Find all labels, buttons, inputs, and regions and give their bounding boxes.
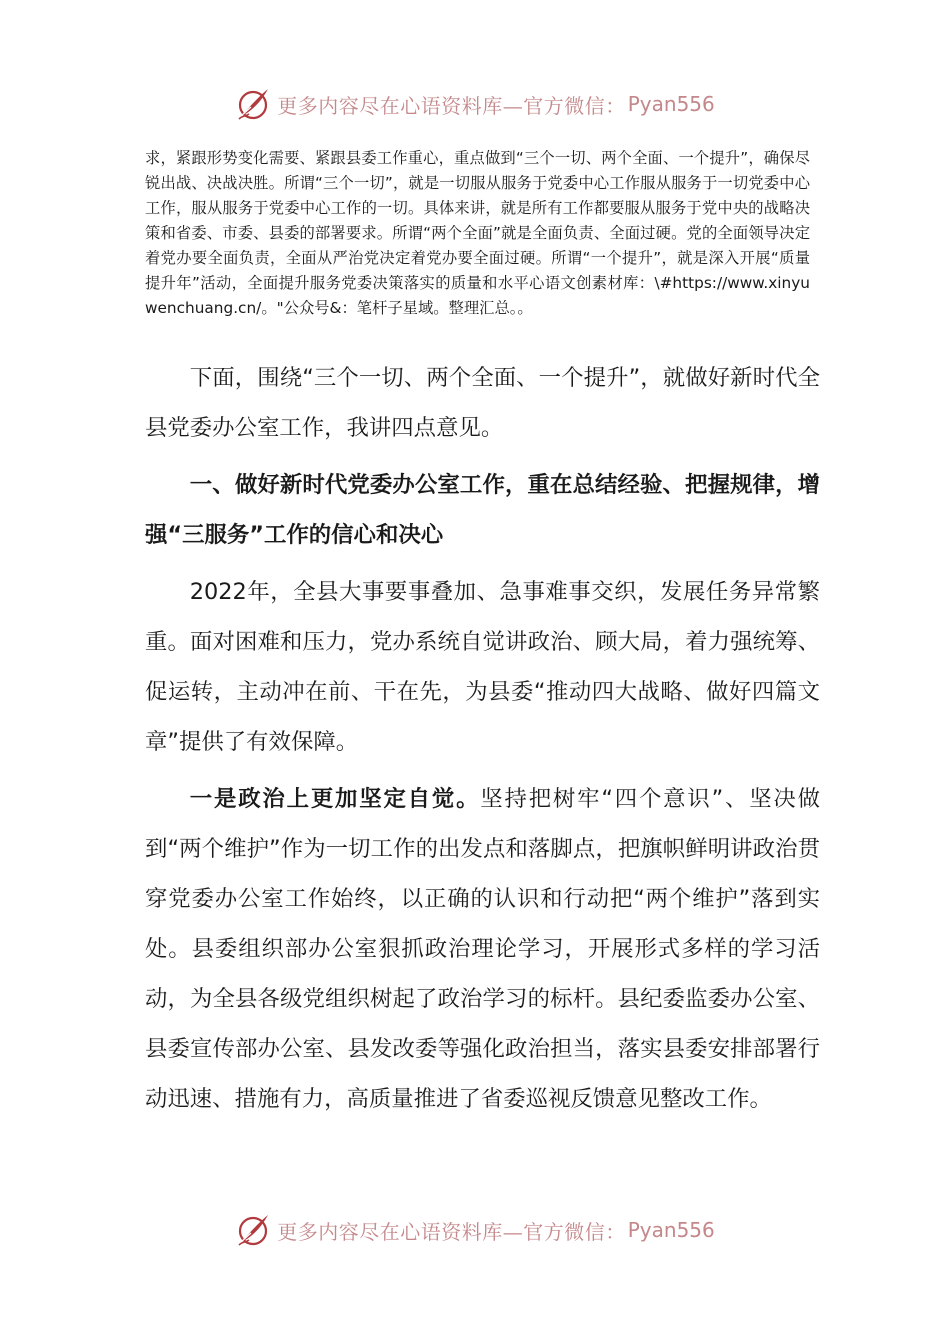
quill-logo-icon xyxy=(235,86,271,122)
banner-text: 更多内容尽在心语资料库—官方微信： xyxy=(277,93,626,118)
banner-text: 更多内容尽在心语资料库—官方微信： xyxy=(277,1219,626,1244)
paragraph-intro: 下面，围绕“三个一切、两个全面、一个提升”，就做好新时代全县党委办公室工作，我讲四点意见。 xyxy=(145,365,820,441)
paragraph-top-small: 求，紧跟形势变化需要、紧跟县委工作重心，重点做到“三个一切、两个全面、一个提升”，确保尽锐出战、决战决胜。所谓“三个一切”，就是一切服从服务于党委中心工作服从服务于一切党委中心工作，服从服务于党委中心工作的一切。具体来讲，就是所有工作都要服从服务于党中央的战略决策和省委、市委、县委的部署要求。所谓“两个全面”就是全面负责、全面过硬。党的全面领导决定着党办要全面负责，全面从严治党决定着党办要全面过硬。所谓“一个提升”，就是深入开展“质量提升年”活动，全面提升服务党委决策落实的质量和水平心语文创素材库：\#https://www.xinyuwenchuang.cn/。"公众号&：笔杆子星域。整理汇总。。 xyxy=(145,149,810,317)
section-heading-one: 一、做好新时代党委办公室工作，重在总结经验、把握规律，增强“三服务”工作的信心和决心 xyxy=(145,472,820,548)
paragraph-political-rest: 坚持把树牢“四个意识”、坚决做到“两个维护”作为一切工作的出发点和落脚点，把旗帜鲜明讲政治贯穿党委办公室工作始终，以正确的认识和行动把“两个维护”落到实处。县委组织部办公室狠抓政治理论学习，开展形式多样的学习活动，为全县各级党组织树起了政治学习的标杆。县纪委监委办公室、县委宣传部办公室、县发改委等强化政治担当，落实县委安排部署行动迅速、措施有力，高质量推进了省委巡视反馈意见整改工作。 xyxy=(145,786,821,1112)
paragraph-2022: 2022年，全县大事要事叠加、急事难事交织，发展任务异常繁重。面对困难和压力，党办系统自觉讲政治、顾大局，着力强统筹、促运转，主动冲在前、干在先，为县委“推动四大战略、做好四篇文章”提供了有效保障。 xyxy=(145,579,820,755)
footer-banner xyxy=(0,1208,950,1252)
quill-logo-icon xyxy=(235,1212,271,1248)
header-banner xyxy=(0,82,950,126)
banner-wechat-id: Pyan556 xyxy=(627,92,715,116)
banner-wechat-id: Pyan556 xyxy=(627,1218,715,1242)
paragraph-political-lead: 一是政治上更加坚定自觉。 xyxy=(189,786,481,812)
paragraph-political xyxy=(145,774,820,1124)
